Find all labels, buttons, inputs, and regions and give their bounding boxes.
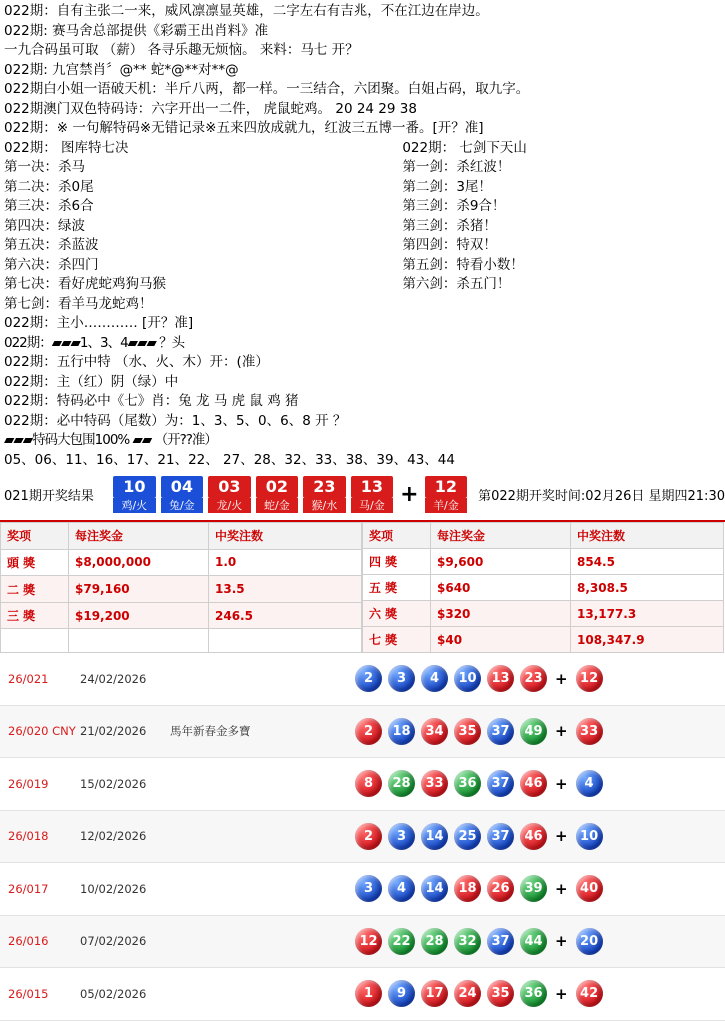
result-ball — [351, 476, 394, 513]
empty-cell — [1, 629, 69, 653]
prize-name: 五 獎 — [363, 575, 431, 601]
right-item: 第五剑：特看小数！ — [402, 256, 524, 273]
history-draw-date: 05/02/2026 — [80, 986, 147, 1001]
left-item: 第七决：看好虎蛇鸡狗马猴 — [4, 276, 166, 292]
left-item: 第三决：杀6合 — [4, 198, 94, 214]
left-item: 第一决：杀马 — [4, 159, 85, 175]
result-ball — [303, 476, 346, 513]
left-item: 第七剑：看羊马龙蛇鸡！ — [4, 295, 153, 312]
prize-amount: $640 — [431, 575, 571, 601]
left-item: 第二决：杀0尾 — [4, 178, 94, 195]
prize-amount: $9,600 — [431, 549, 571, 575]
result-ball-zodiac: 猴/水 — [303, 498, 346, 513]
history-ball: 46 — [520, 770, 547, 797]
table-row — [363, 575, 724, 601]
history-ball: 44 — [520, 928, 547, 955]
tail-line: 022期：主小………… [开？准] — [4, 315, 194, 331]
history-special-ball: 42 — [576, 980, 603, 1007]
history-balls — [355, 665, 725, 692]
history-ball: 26 — [487, 875, 514, 902]
prize-name: 四 獎 — [363, 549, 431, 575]
article-text-block — [0, 0, 725, 470]
article-line: 一九合码虽可取 （薪） 各寻乐趣无烦恼。 来料：马七 开？ — [4, 42, 359, 58]
prize-count: 13.5 — [209, 576, 362, 603]
history-ball: 37 — [487, 823, 514, 850]
empty-cell — [69, 629, 209, 653]
col-header-prize: 奖项 — [1, 523, 69, 550]
col-header-amount: 每注奖金 — [431, 523, 571, 549]
history-row[interactable] — [0, 653, 725, 706]
history-row[interactable] — [0, 811, 725, 864]
history-ball: 3 — [388, 823, 415, 850]
article-line: 022期: 赛马舍总部提供《彩霸王出肖料》准 — [4, 22, 269, 39]
prize-table-left — [0, 522, 362, 653]
special-ball-number: 12 — [425, 476, 468, 498]
col-header-count: 中奖注数 — [209, 523, 362, 550]
result-ball-zodiac: 马/金 — [351, 498, 394, 513]
history-ball: 2 — [355, 823, 382, 850]
history-draw-id: 26/015 — [8, 986, 49, 1001]
result-ball-number: 13 — [351, 476, 394, 498]
col-header-amount: 每注奖金 — [69, 523, 209, 550]
prize-amount: $320 — [431, 601, 571, 627]
history-special-ball: 4 — [576, 770, 603, 797]
history-ball: 22 — [388, 928, 415, 955]
left-title: 022期： 图库特七决 — [4, 139, 129, 156]
tail-line: ▰▰▰特码大包围100% ▰▰ （开??准） — [4, 432, 217, 448]
history-ball: 37 — [487, 928, 514, 955]
article-line: 022期澳门双色特码诗：六字开出一二件， 虎鼠蛇鸡。 20 24 29 38 — [4, 100, 417, 117]
prize-name: 三 獎 — [1, 602, 69, 629]
history-ball: 1 — [355, 980, 382, 1007]
tail-line: 05、06、11、16、17、21、22、 27、28、32、33、38、39、43、44 — [4, 451, 455, 468]
history-balls — [355, 718, 725, 745]
plus-sign: + — [555, 669, 568, 688]
history-ball: 18 — [388, 718, 415, 745]
history-ball: 35 — [454, 718, 481, 745]
history-draw-date: 15/02/2026 — [80, 776, 147, 791]
history-ball: 2 — [355, 665, 382, 692]
prize-name: 二 獎 — [1, 576, 69, 603]
prize-amount: $8,000,000 — [69, 549, 209, 576]
history-draw-date: 10/02/2026 — [80, 881, 147, 896]
history-ball: 46 — [520, 823, 547, 850]
history-draw-id: 26/021 — [8, 671, 49, 686]
history-ball: 32 — [454, 928, 481, 955]
history-ball: 28 — [421, 928, 448, 955]
history-ball: 34 — [421, 718, 448, 745]
result-ball-number: 10 — [113, 476, 156, 498]
prize-amount: $19,200 — [69, 602, 209, 629]
history-special-ball: 40 — [576, 875, 603, 902]
history-draw-date: 21/02/2026 — [80, 724, 147, 739]
col-header-count: 中奖注数 — [571, 523, 724, 549]
history-row[interactable] — [0, 863, 725, 916]
table-row — [1, 549, 362, 576]
latest-result-bar — [0, 472, 725, 516]
history-ball: 12 — [355, 928, 382, 955]
history-ball: 9 — [388, 980, 415, 1007]
history-ball: 17 — [421, 980, 448, 1007]
plus-sign: + — [555, 774, 568, 793]
history-balls — [355, 928, 725, 955]
history-draw-id: 26/020 CNY — [8, 724, 76, 739]
prize-name: 頭 獎 — [1, 549, 69, 576]
history-ball: 4 — [421, 665, 448, 692]
table-row — [1, 602, 362, 629]
history-draw-date: 07/02/2026 — [80, 934, 147, 949]
history-special-ball: 33 — [576, 718, 603, 745]
article-line: 022期白小姐一语破天机：半斤八两，都一样。一三结合，六团聚。白姐占码，取九字。 — [4, 81, 530, 97]
tail-line: 022期：特码必中《七》肖：兔 龙 马 虎 鼠 鸡 猪 — [4, 393, 299, 409]
table-row — [1, 576, 362, 603]
result-ball-zodiac: 龙/火 — [208, 498, 251, 513]
table-row-empty — [1, 629, 362, 653]
history-row[interactable] — [0, 968, 725, 1021]
history-ball: 13 — [487, 665, 514, 692]
result-ball-number: 04 — [161, 476, 204, 498]
history-balls — [355, 770, 725, 797]
table-row — [363, 627, 724, 653]
history-special-ball: 12 — [576, 665, 603, 692]
table-header-row — [363, 523, 724, 549]
right-item: 第六剑：杀五门！ — [402, 276, 511, 292]
prize-count: 246.5 — [209, 602, 362, 629]
article-line: 022期：※ 一句解特码※无错记录※五来四放成就九，红波三五博一番。[开？准] — [4, 120, 484, 136]
history-draw-date: 12/02/2026 — [80, 829, 147, 844]
history-ball: 39 — [520, 875, 547, 902]
history-draw-id: 26/016 — [8, 934, 49, 949]
prize-amount: $79,160 — [69, 576, 209, 603]
prize-count: 108,347.9 — [571, 627, 724, 653]
prize-table-right — [362, 522, 724, 653]
history-ball: 49 — [520, 718, 547, 745]
history-ball: 3 — [355, 875, 382, 902]
history-balls — [355, 875, 725, 902]
history-ball: 36 — [520, 980, 547, 1007]
result-ball-zodiac: 兔/金 — [161, 498, 204, 513]
history-draw-note: 馬年新春金多寶 — [170, 724, 251, 739]
prize-tables — [0, 520, 725, 653]
plus-sign: + — [555, 932, 568, 951]
table-row — [363, 601, 724, 627]
left-item: 第四决：绿波 — [4, 217, 85, 234]
prize-amount: $40 — [431, 627, 571, 653]
result-ball — [161, 476, 204, 513]
special-ball-zodiac: 羊/金 — [425, 498, 468, 513]
table-header-row — [1, 523, 362, 550]
article-line-jiugong: 022期: 九宫禁肖〞@** 蛇*@**对**@ — [4, 61, 239, 78]
history-ball: 24 — [454, 980, 481, 1007]
result-special-ball — [425, 476, 468, 513]
tail-line: 022期：五行中特 （水、火、木）开：(准） — [4, 354, 269, 370]
result-ball-zodiac: 蛇/金 — [256, 498, 299, 513]
history-ball: 28 — [388, 770, 415, 797]
history-ball: 37 — [487, 770, 514, 797]
history-ball: 3 — [388, 665, 415, 692]
prize-count: 8,308.5 — [571, 575, 724, 601]
history-ball: 25 — [454, 823, 481, 850]
plus-sign: + — [555, 722, 568, 741]
left-item: 第六决：杀四门 — [4, 256, 99, 273]
col-header-prize: 奖项 — [363, 523, 431, 549]
result-ball-number: 03 — [208, 476, 251, 498]
plus-sign: + — [555, 827, 568, 846]
history-ball: 8 — [355, 770, 382, 797]
history-draw-date: 24/02/2026 — [80, 671, 147, 686]
seven-decisions-section — [4, 139, 721, 315]
tail-line: 022期：必中特码（尾数）为：1、3、5、0、6、8 开 ？ — [4, 412, 347, 429]
table-row — [363, 549, 724, 575]
history-ball: 33 — [421, 770, 448, 797]
draw-history-list — [0, 653, 725, 1021]
right-item: 第三剑：杀猪！ — [402, 217, 497, 234]
right-item: 第二剑：3尾！ — [402, 178, 492, 195]
history-ball: 2 — [355, 718, 382, 745]
history-special-ball: 20 — [576, 928, 603, 955]
result-ball-number: 02 — [256, 476, 299, 498]
history-ball: 14 — [421, 875, 448, 902]
history-draw-id: 26/019 — [8, 776, 49, 791]
right-title: 022期： 七剑下天山 — [402, 139, 527, 156]
result-ball — [256, 476, 299, 513]
history-ball: 10 — [454, 665, 481, 692]
history-ball: 36 — [454, 770, 481, 797]
tail-line: 022期：主（红）阴（绿）中 — [4, 373, 179, 390]
result-ball — [113, 476, 156, 513]
prize-count: 854.5 — [571, 549, 724, 575]
history-draw-id: 26/018 — [8, 829, 49, 844]
seven-swords-right — [402, 139, 721, 315]
plus-sign: + — [400, 481, 419, 507]
history-balls — [355, 980, 725, 1007]
left-item: 第五决：杀蓝波 — [4, 237, 99, 253]
history-ball: 4 — [388, 875, 415, 902]
prize-count: 13,177.3 — [571, 601, 724, 627]
prize-name: 六 獎 — [363, 601, 431, 627]
history-ball: 35 — [487, 980, 514, 1007]
history-ball: 18 — [454, 875, 481, 902]
result-ball-number: 23 — [303, 476, 346, 498]
right-item: 第四剑：特双！ — [402, 237, 497, 253]
result-ball — [208, 476, 251, 513]
prize-count: 1.0 — [209, 549, 362, 576]
history-ball: 37 — [487, 718, 514, 745]
prize-name: 七 獎 — [363, 627, 431, 653]
tail-line: 022期：▰▰▰1、3、4▰▰▰ ？头 — [4, 334, 185, 351]
history-balls — [355, 823, 725, 850]
history-row[interactable] — [0, 706, 725, 759]
next-draw-info: 第022期开奖时间:02月26日 星期四21:30 — [478, 488, 725, 504]
plus-sign: + — [555, 879, 568, 898]
history-draw-id: 26/017 — [8, 881, 49, 896]
history-row[interactable] — [0, 916, 725, 969]
result-label: 021期开奖结果 — [4, 488, 94, 504]
plus-sign: + — [555, 984, 568, 1003]
result-ball-zodiac: 鸡/火 — [113, 498, 156, 513]
right-item: 第三剑：杀9合！ — [402, 198, 506, 214]
article-line: 022期：自有主张二一来，威风凛凛显英雄，二字左右有吉兆，不在江边在岸边。 — [4, 3, 489, 19]
right-item: 第一剑：杀红波！ — [402, 159, 511, 175]
seven-decisions-left — [4, 139, 402, 315]
history-ball: 14 — [421, 823, 448, 850]
history-row[interactable] — [0, 758, 725, 811]
empty-cell — [209, 629, 362, 653]
history-special-ball: 10 — [576, 823, 603, 850]
history-ball: 23 — [520, 665, 547, 692]
